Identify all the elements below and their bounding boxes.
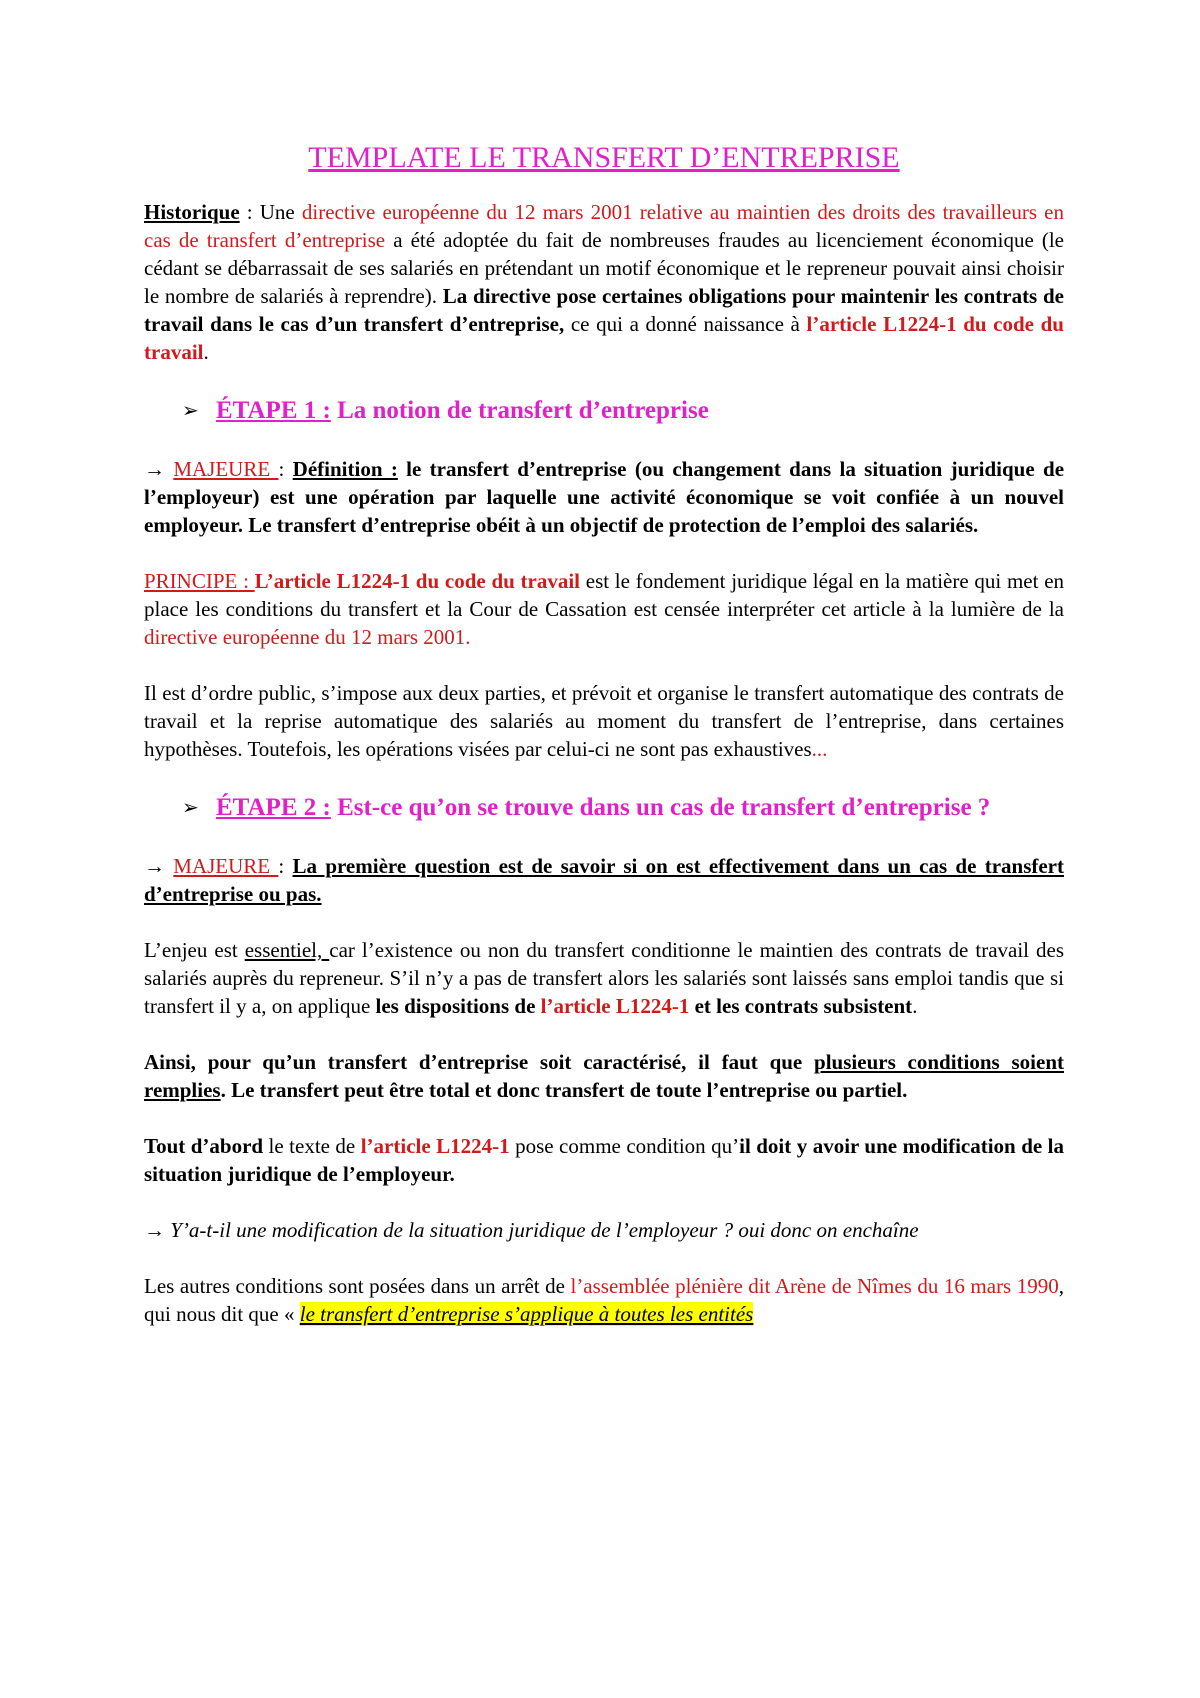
enjeu-text-1: L’enjeu est <box>144 938 245 962</box>
step-2-text: Est-ce qu’on se trouve dans un cas de transfert d’entreprise ? <box>330 794 991 821</box>
ainsi-text-2: . Le transfert peut être total et donc transfert de toute l’entreprise ou partiel. <box>220 1078 908 1102</box>
tout-dabord-text-1: le texte de <box>263 1134 361 1158</box>
enjeu-bold-2: et les contrats subsistent <box>689 994 913 1018</box>
majeure-1-paragraph <box>144 455 1064 539</box>
majeure-1-label: MAJEURE <box>173 457 279 481</box>
right-arrow-icon: → <box>144 854 174 878</box>
right-arrow-icon: → <box>144 1218 171 1242</box>
tout-dabord-condition: il doit y avoir une modification de la situation juridique de l’employeur. <box>144 1134 1064 1186</box>
step-2-heading <box>144 791 1064 824</box>
historique-bold: La directive pose certaines obligations pour maintenir les contrats de travail dans le cas d’un transfert d’entreprise, <box>144 284 1065 336</box>
right-arrow-icon: → <box>144 457 174 481</box>
autres-text-1: Les autres conditions sont posées dans un arrêt de <box>144 1274 571 1298</box>
historique-text-1: a été adoptée du fait de nombreuses fraudes au licenciement économique (le cédant se débarrassait de ses salariés en prétendant un motif économique et le repreneur pouvait ainsi choisir le nombre de salariés à reprendre). <box>144 228 1064 308</box>
majeure-1-sep: : <box>278 457 293 481</box>
enjeu-underlined: essentiel, <box>244 938 330 962</box>
tout-dabord-paragraph <box>144 1132 1064 1188</box>
step-1-heading <box>144 394 1064 427</box>
question-text: Y’a-t-il une modification de la situation juridique de l’employeur ? oui donc on enchaîne <box>170 1218 919 1242</box>
tout-dabord-text-2: pose comme condition qu’ <box>509 1134 740 1158</box>
bullet-arrow-icon: ➢ <box>182 795 199 819</box>
enjeu-bold-1: les dispositions de <box>375 994 541 1018</box>
ainsi-text-1: Ainsi, pour qu’un transfert d’entreprise soit caractérisé, il faut que <box>144 1050 815 1074</box>
definition-text: le transfert d’entreprise (ou changement dans la situation juridique de l’employeur) est une opération par laquelle une activité économique se voit confiée à un nouvel employeur. Le transfert d’entreprise obéit à un objectif de protection de l’emploi des salariés. <box>144 457 1065 537</box>
principe-text: est le fondement juridique légal en la matière qui met en place les conditions du transfert et la Cour de Cassation est censée interpréter cet article à la lumière de la <box>144 569 1065 621</box>
autres-text-2: , qui nous dit que « <box>144 1274 1065 1326</box>
ainsi-paragraph <box>144 1048 1064 1104</box>
tout-dabord-article: l’article L1224-1 <box>360 1134 510 1158</box>
majeure-2-text: La première question est de savoir si on est effectivement dans un cas de transfert d’entreprise ou pas. <box>144 854 1065 906</box>
majeure-2-sep: : <box>278 854 293 878</box>
enjeu-end: . <box>912 994 918 1018</box>
ordre-public-dots: ... <box>811 737 828 761</box>
historique-paragraph <box>144 198 1064 366</box>
page-title: TEMPLATE LE TRANSFERT D’ENTREPRISE <box>308 141 900 174</box>
definition-label: Définition : <box>292 457 398 481</box>
step-1-text: La notion de transfert d’entreprise <box>330 397 709 424</box>
enjeu-text-2: car l’existence ou non du transfert conditionne le maintien des contrats de travail des salariés auprès du repreneur. S’il n’y a pas de transfert alors les salariés sont laissés sans emploi tandis que si transfert il y a, on applique <box>144 938 1064 1018</box>
enjeu-paragraph <box>144 936 1064 1020</box>
autres-arret: l’assemblée plénière dit Arène de Nîmes du 16 mars 1990 <box>570 1274 1059 1298</box>
historique-label: Historique <box>144 200 240 224</box>
principe-article: L’article L1224-1 du code du travail <box>254 569 581 593</box>
bullet-arrow-icon: ➢ <box>182 398 199 422</box>
principe-label: PRINCIPE : <box>144 569 255 593</box>
majeure-2-paragraph <box>144 852 1064 908</box>
question-paragraph <box>144 1216 1064 1244</box>
autres-paragraph <box>144 1272 1064 1328</box>
principe-directive: directive européenne du 12 mars 2001. <box>144 625 471 649</box>
highlighted-quote: le transfert d’entreprise s’applique à toutes les entités <box>299 1302 754 1326</box>
ordre-public-text: Il est d’ordre public, s’impose aux deux parties, et prévoit et organise le transfert automatique des contrats de travail et la reprise automatique des salariés au moment du transfert de l’entreprise, dans certaines hypothèses. Toutefois, les opérations visées par celui-ci ne sont pas exhaustives <box>144 681 1064 761</box>
ainsi-underlined: plusieurs conditions soient remplies <box>144 1050 1065 1102</box>
majeure-2-label: MAJEURE <box>173 854 279 878</box>
document-page <box>144 140 1064 1328</box>
enjeu-article: l’article L1224-1 <box>540 994 690 1018</box>
article-reference: l’article L1224-1 du code du travail <box>144 312 1064 364</box>
step-1-label: ÉTAPE 1 : <box>216 397 331 424</box>
directive-reference: directive européenne du 12 mars 2001 relative au maintien des droits des travailleurs en cas de transfert d’entreprise <box>144 200 1064 252</box>
principe-paragraph <box>144 567 1064 651</box>
ordre-public-paragraph <box>144 679 1064 763</box>
tout-dabord-bold: Tout d’abord <box>144 1134 264 1158</box>
historique-sep: : Une <box>239 200 302 224</box>
historique-text-2: ce qui a donné naissance à <box>564 312 807 336</box>
historique-end: . <box>203 340 209 364</box>
step-2-label: ÉTAPE 2 : <box>216 794 331 821</box>
